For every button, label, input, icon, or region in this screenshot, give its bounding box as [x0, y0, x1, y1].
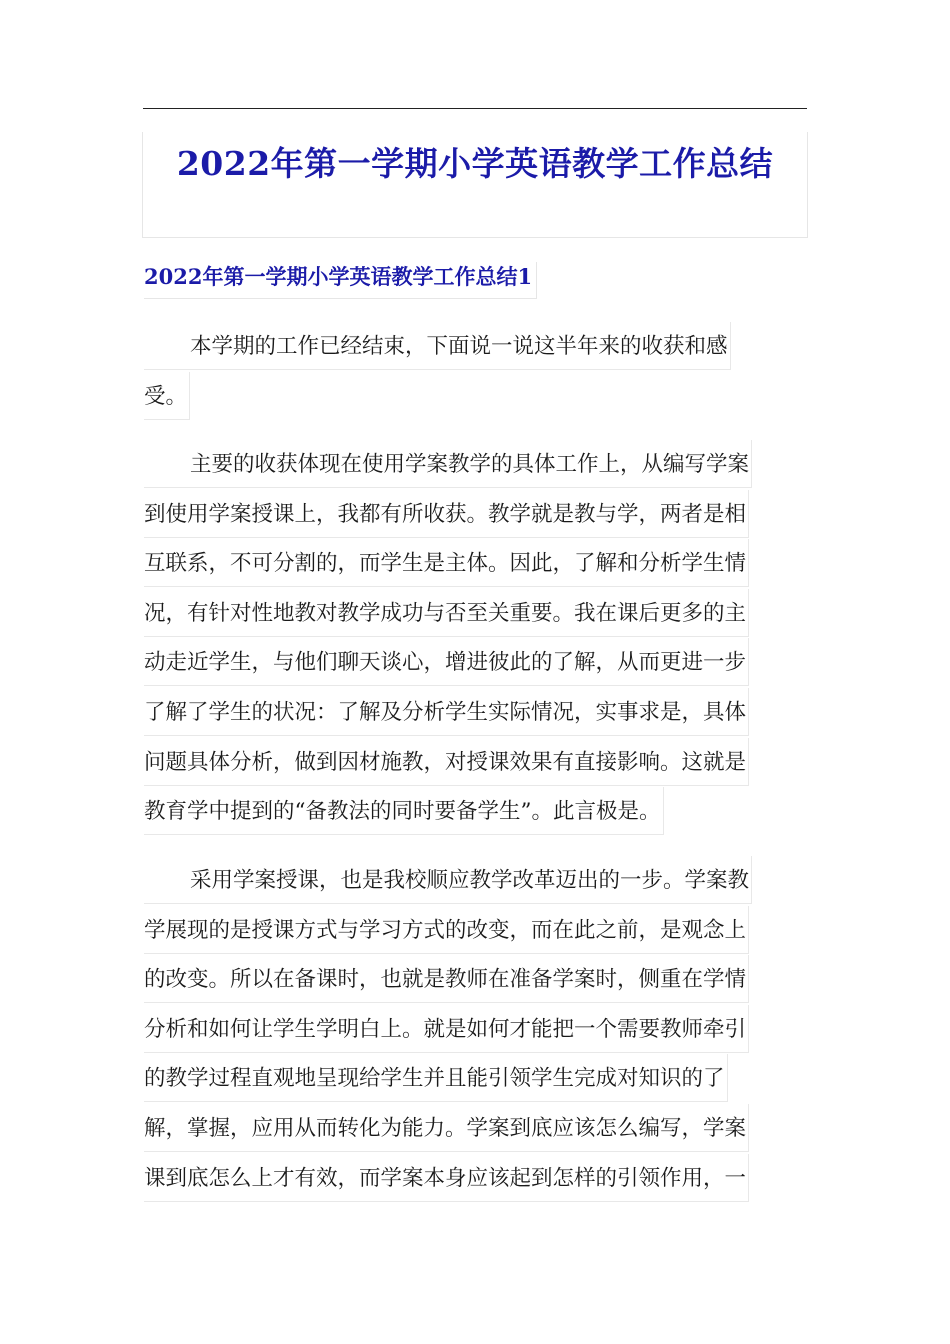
- header-rule: [143, 108, 807, 109]
- text-line: 的改变。所以在备课时，也就是教师在准备学案时，侧重在学情: [144, 955, 814, 1005]
- document-title: 2022年第一学期小学英语教学工作总结: [176, 144, 774, 183]
- text-line: 分析和如何让学生学明白上。就是如何才能把一个需要教师牵引: [144, 1005, 814, 1055]
- paragraph-1: [144, 322, 814, 421]
- section-heading: 2022年第一学期小学英语教学工作总结1: [144, 262, 537, 299]
- text-line: 主要的收获体现在使用学案教学的具体工作上，从编写学案: [144, 440, 814, 490]
- text-line: 了解了学生的状况：了解及分析学生实际情况，实事求是，具体: [144, 688, 814, 738]
- text-line: 解，掌握，应用从而转化为能力。学案到底应该怎么编写，学案: [144, 1104, 814, 1154]
- text-line: 学展现的是授课方式与学习方式的改变，而在此之前，是观念上: [144, 906, 814, 956]
- text-line: 动走近学生，与他们聊天谈心，增进彼此的了解，从而更进一步: [144, 638, 814, 688]
- text-line: 的教学过程直观地呈现给学生并且能引领学生完成对知识的了: [144, 1054, 814, 1104]
- text-line: 况，有针对性地教对教学成功与否至关重要。我在课后更多的主: [144, 589, 814, 639]
- paragraph-3: [144, 856, 814, 1203]
- text-line: 教育学中提到的“备教法的同时要备学生”。此言极是。: [144, 787, 814, 837]
- text-line: 问题具体分析，做到因材施教，对授课效果有直接影响。这就是: [144, 738, 814, 788]
- text-line: 采用学案授课，也是我校顺应教学改革迈出的一步。学案教: [144, 856, 814, 906]
- paragraph-2: [144, 440, 814, 837]
- text-line: 课到底怎么上才有效，而学案本身应该起到怎样的引领作用，一: [144, 1154, 814, 1204]
- text-line: 受。: [144, 372, 814, 422]
- text-line: 本学期的工作已经结束，下面说一说这半年来的收获和感: [144, 322, 814, 372]
- text-line: 互联系，不可分割的，而学生是主体。因此，了解和分析学生情: [144, 539, 814, 589]
- text-line: 到使用学案授课上，我都有所收获。教学就是教与学，两者是相: [144, 490, 814, 540]
